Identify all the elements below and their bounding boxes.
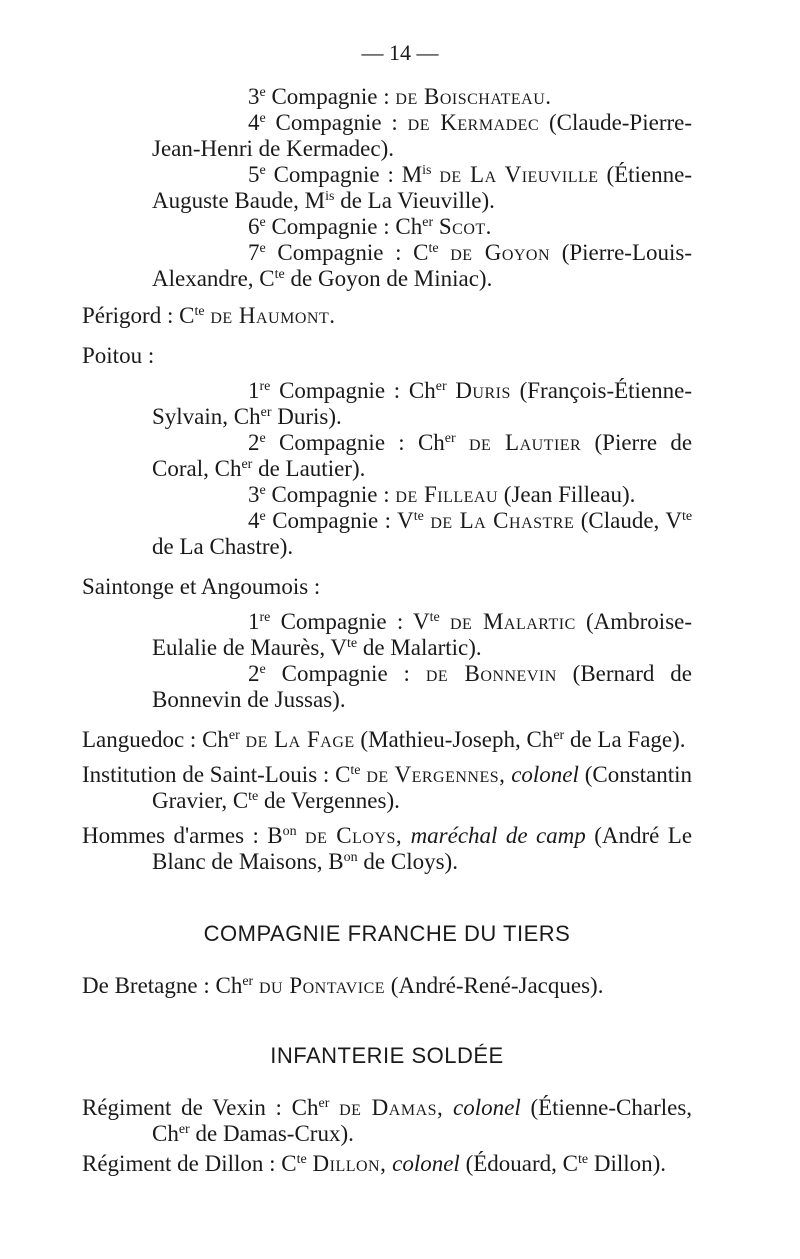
infanterie-entry: Régiment de Vexin : $Ch^{er}$ de Damas, colonel (Étienne-Charles, $Ch^{er}$ de Damas-Crux). [82, 1095, 693, 1146]
page-number: — 14 — [361, 40, 439, 65]
hommes-armes-entry: Hommes d'armes : $B^{on}$ de Cloys, maréchal de camp (André Le Blanc de Maisons, $B^{on}$ de Cloys). [82, 823, 693, 874]
bretagne-companies [82, 84, 692, 292]
company-entry: 1re Compagnie : $Ch^{er}$ Duris (François-Étienne-Sylvain, $Ch^{er}$ Duris). [152, 378, 693, 429]
company-entry: 7e Compagnie : $C^{te}$ de Goyon (Pierre-Louis-Alexandre, $C^{te}$ de Goyon de Miniac). [152, 240, 692, 291]
tiers-entry: De Bretagne : $Ch^{er}$ du Pontavice (André-René-Jacques). [82, 973, 604, 998]
section-title-tiers: COMPAGNIE FRANCHE DU TIERS [203, 921, 571, 946]
languedoc-entry: Languedoc : $Ch^{er}$ de La Fage (Mathieu-Joseph, $Ch^{er}$ de La Fage). [82, 727, 686, 752]
company-entry: 2e Compagnie : de Bonnevin (Bernard de Bonnevin de Jussas). [152, 661, 692, 712]
saint-louis-entry: Institution de Saint-Louis : $C^{te}$ de Vergennes, colonel (Constantin Gravier, $C^{te}$ de Vergennes). [82, 762, 693, 813]
company-entry: 4e Compagnie : de Kermadec (Claude-Pierre-Jean-Henri de Kermadec). [152, 110, 693, 161]
document-body [82, 84, 692, 1186]
saintonge-label: Saintonge et Angoumois : [82, 574, 321, 599]
perigord-entry: Périgord : $C^{te}$ de Haumont. [82, 303, 336, 328]
company-entry: 4e Compagnie : $V^{te}$ de La Chastre (Claude, $V^{te}$ de La Chastre). [152, 508, 693, 559]
company-entry: 6e Compagnie : $Ch^{er}$ Scot. [248, 214, 492, 239]
company-entry: 3e Compagnie : de Filleau (Jean Filleau). [248, 482, 636, 507]
infanterie-entry: Régiment de Dillon : $C^{te}$ Dillon, colonel (Édouard, $C^{te}$ Dillon). [82, 1151, 667, 1176]
company-entry: 2e Compagnie : $Ch^{er}$ de Lautier (Pierre de Coral, $Ch^{er}$ de Lautier). [152, 430, 693, 481]
saintonge-companies [82, 609, 692, 713]
company-entry: 5e Compagnie : $M^{is}$ de La Vieuville (Étienne-Auguste Baude, $M^{is}$ de La Vieuville). [152, 162, 693, 213]
section-title-infanterie: INFANTERIE SOLDÉE [270, 1043, 504, 1068]
poitou-label: Poitou : [82, 343, 155, 368]
company-entry: 3e Compagnie : de Boischateau. [248, 84, 552, 109]
company-entry: 1re Compagnie : $V^{te}$ de Malartic (Ambroise-Eulalie de Maurès, $V^{te}$ de Malartic). [152, 609, 693, 660]
poitou-companies [82, 378, 692, 560]
